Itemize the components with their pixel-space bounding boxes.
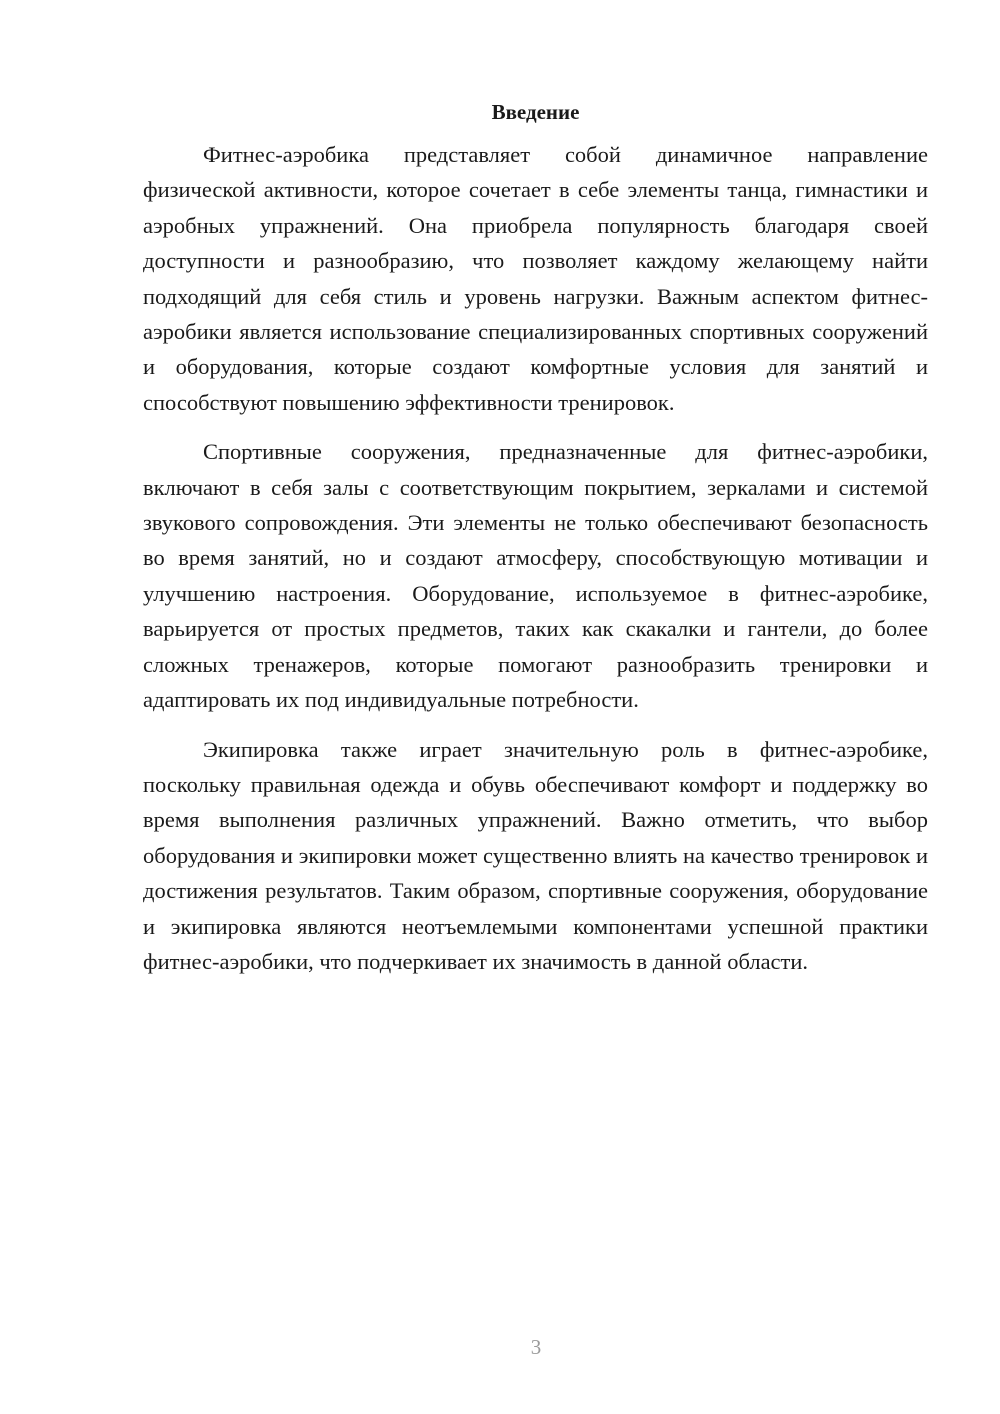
paragraph-2: Спортивные сооружения, предназначенные для фитнес-аэробики, включают в себя залы с соответствующим покрытием, зеркалами и системой звукового сопровождения. Эти элементы не только обеспечивают безопасность во время занятий, но и создают атмосферу, способствующую мотивации и улучшению настроения. Оборудование, используемое в фитнес-аэробике, варьируется от простых предметов, таких как скакалки и гантели, до более сложных тренажеров, которые помогают разнообразить тренировки и адаптировать их под индивидуальные потребности. (143, 439, 928, 713)
page-number: 3 (530, 1335, 542, 1359)
section-title: Введение (491, 100, 580, 124)
page-content (143, 98, 928, 993)
paragraph-3: Экипировка также играет значительную роль в фитнес-аэробике, поскольку правильная одежда и обувь обеспечивают комфорт и поддержку во время выполнения различных упражнений. Важно отметить, что выбор оборудования и экипировки может существенно влиять на качество тренировок и достижения результатов. Таким образом, спортивные сооружения, оборудование и экипировка являются неотъемлемыми компонентами успешной практики фитнес-аэробики, что подчеркивает их значимость в данной области. (143, 736, 928, 974)
paragraph-1: Фитнес-аэробика представляет собой динамичное направление физической активности, которое сочетает в себе элементы танца, гимнастики и аэробных упражнений. Она приобрела популярность благодаря своей доступности и разнообразию, что позволяет каждому желающему найти подходящий для себя стиль и уровень нагрузки. Важным аспектом фитнес-аэробики является использование специализированных спортивных сооружений и оборудования, которые создают комфортные условия для занятий и способствуют повышению эффективности тренировок. (143, 142, 928, 415)
